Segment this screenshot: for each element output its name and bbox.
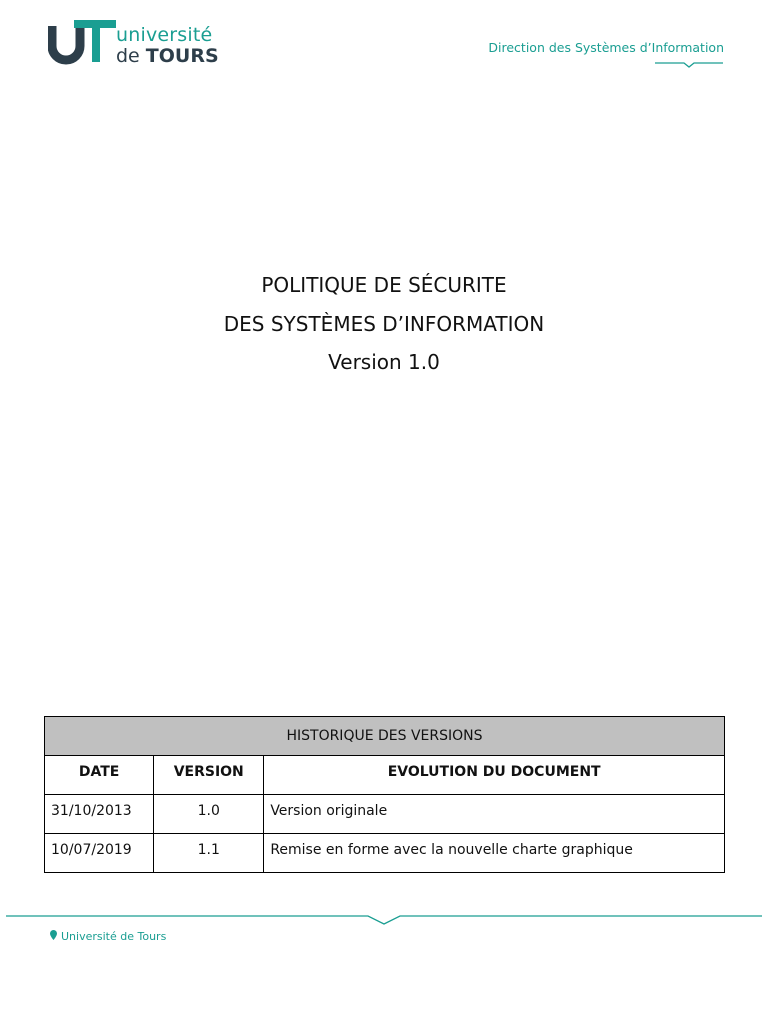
logo-wordmark-line1: université: [116, 24, 213, 46]
table-header-row: [45, 756, 725, 795]
location-pin-icon: [50, 930, 57, 943]
title-line-1: POLITIQUE DE SÉCURITE: [261, 273, 507, 297]
department-name: Direction des Systèmes d’Information: [488, 40, 724, 55]
logo-wordmark-line2: de TOURS: [116, 45, 219, 67]
cell-evolution: Remise en forme avec la nouvelle charte graphique: [264, 834, 725, 873]
column-header-evolution: EVOLUTION DU DOCUMENT: [264, 756, 725, 795]
table-row: [45, 834, 725, 873]
university-logo: [48, 18, 228, 68]
header-divider: [655, 60, 723, 68]
cell-date: 31/10/2013: [45, 795, 154, 834]
table-caption-row: [45, 717, 725, 756]
version-history-table: [44, 716, 725, 873]
title-line-2: DES SYSTÈMES D’INFORMATION: [223, 311, 545, 336]
footer: [50, 930, 166, 943]
ut-logo-mark-icon: [48, 18, 118, 66]
cell-version: 1.0: [154, 795, 264, 834]
column-header-date: DATE: [45, 756, 154, 795]
column-header-version: VERSION: [154, 756, 264, 795]
cell-evolution: Version originale: [264, 795, 725, 834]
cell-version: 1.1: [154, 834, 264, 873]
footer-text: Université de Tours: [61, 930, 167, 943]
table-caption: HISTORIQUE DES VERSIONS: [45, 717, 725, 756]
title-version: Version 1.0: [328, 350, 440, 374]
cell-date: 10/07/2019: [45, 834, 154, 873]
footer-divider: [6, 908, 762, 926]
document-title: [0, 266, 768, 382]
table-row: [45, 795, 725, 834]
